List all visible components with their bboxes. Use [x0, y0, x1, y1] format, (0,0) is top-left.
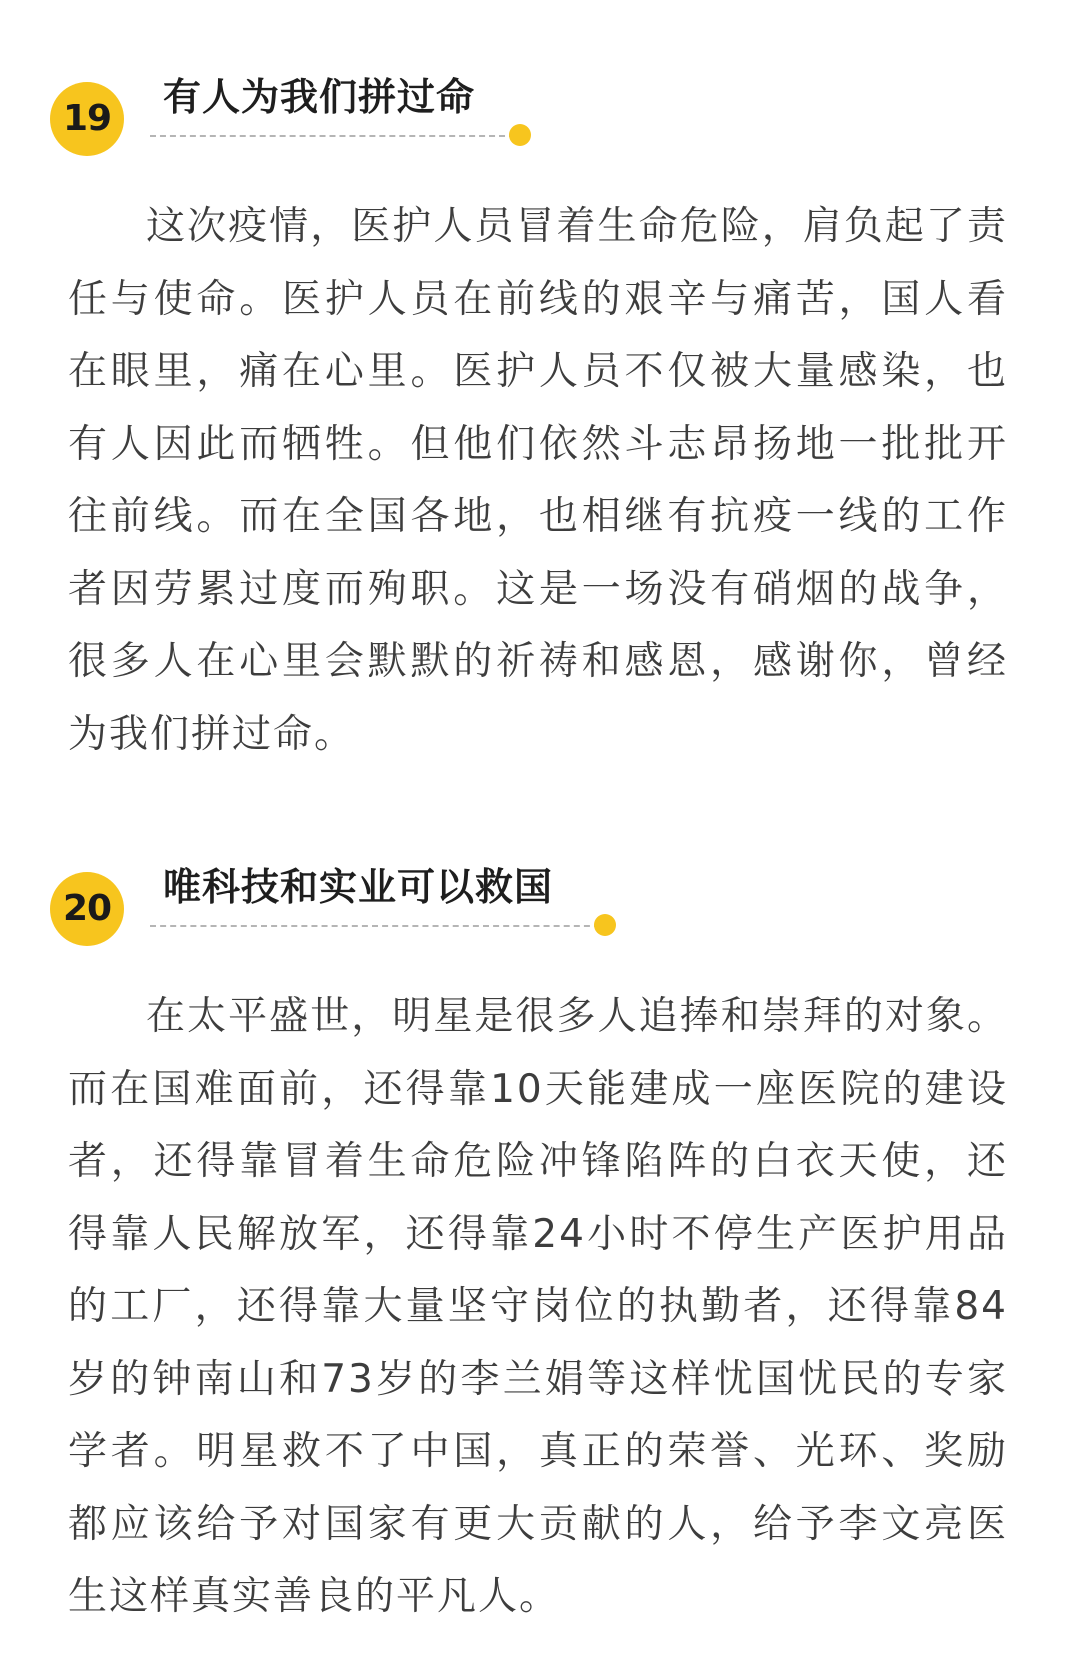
circle-dot-icon — [594, 914, 616, 936]
section-body: 在太平盛世，明星是很多人追捧和崇拜的对象。而在国难面前，还得靠10天能建成一座医院的建设者，还得靠冒着生命危险冲锋陷阵的白衣天使，还得靠人民解放军，还得靠24小时不停生产医护用品的工厂，还得靠大量坚守岗位的执勤者，还得靠84岁的钟南山和73岁的李兰娟等这样忧国忧民的专家学者。明星救不了中国，真正的荣誉、光环、奖励都应该给予对国家有更大贡献的人，给予李文亮医生这样真实善良的平凡人。 — [68, 994, 1008, 1619]
title-underline — [150, 925, 600, 927]
section-number-badge: 20 — [50, 872, 124, 946]
section-title: 唯科技和实业可以救国 — [163, 865, 554, 909]
title-underline — [150, 135, 515, 137]
section-number-badge: 19 — [50, 82, 124, 156]
section-body: 这次疫情，医护人员冒着生命危险，肩负起了责任与使命。医护人员在前线的艰辛与痛苦，国人看在眼里，痛在心里。医护人员不仅被大量感染，也有人因此而牺牲。但他们依然斗志昂扬地一批批开往前线。而在全国各地，也相继有抗疫一线的工作者因劳累过度而殉职。这是一场没有硝烟的战争，很多人在心里会默默的祈祷和感恩，感谢你，曾经为我们拼过命。 — [68, 204, 1008, 757]
section-title: 有人为我们拼过命 — [163, 75, 476, 119]
circle-dot-icon — [509, 124, 531, 146]
